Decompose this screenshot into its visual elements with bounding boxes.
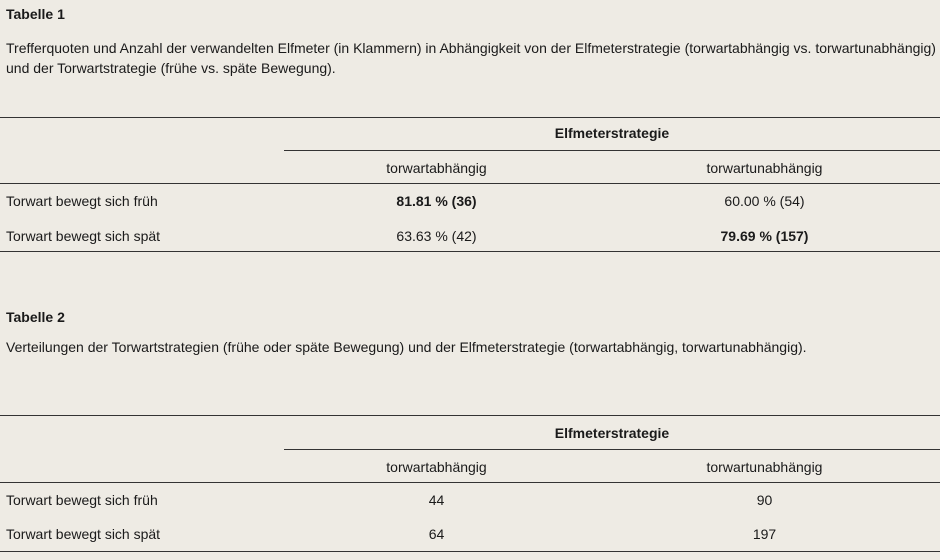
table2-title: Tabelle 2 bbox=[6, 309, 65, 325]
row-label: Torwart bewegt sich früh bbox=[6, 193, 158, 209]
table1-top-rule bbox=[0, 117, 940, 118]
table-cell: 60.00 % (54) bbox=[724, 193, 805, 209]
table2-header-rule bbox=[0, 482, 940, 483]
table-cell: 90 bbox=[756, 492, 773, 508]
table-cell: 79.69 % (157) bbox=[720, 228, 809, 244]
table2-bottom-rule bbox=[0, 551, 940, 552]
table2-col-header-2: torwartunabhängig bbox=[706, 459, 823, 475]
table2-group-header: Elfmeterstrategie bbox=[554, 425, 670, 441]
table2-col-header-1: torwartabhängig bbox=[386, 459, 487, 475]
table-cell: 197 bbox=[752, 526, 777, 542]
table1-caption: Trefferquoten und Anzahl der verwandelten Elfmeter (in Klammern) in Abhängigkeit von der Elfmeterstrategie (torwartabhängig vs. torwartunabhängig) und der Torwartstrategie (frühe vs. späte Bewegung). bbox=[6, 40, 936, 76]
row-label: Torwart bewegt sich früh bbox=[6, 492, 158, 508]
table1-bottom-rule bbox=[0, 251, 940, 252]
table1-col-header-2: torwartunabhängig bbox=[706, 160, 823, 176]
table-cell: 44 bbox=[428, 492, 445, 508]
table2-group-rule bbox=[284, 449, 940, 450]
table1-group-rule bbox=[284, 150, 940, 151]
table1-title: Tabelle 1 bbox=[6, 6, 65, 22]
table2-caption: Verteilungen der Torwartstrategien (frühe oder späte Bewegung) und der Elfmeterstrategie (torwartabhängig, torwartunabhängig). bbox=[6, 339, 807, 355]
row-label: Torwart bewegt sich spät bbox=[6, 228, 161, 244]
table-cell: 64 bbox=[428, 526, 445, 542]
table1-header-rule bbox=[0, 183, 940, 184]
row-label: Torwart bewegt sich spät bbox=[6, 526, 161, 542]
table-cell: 63.63 % (42) bbox=[396, 228, 477, 244]
table-cell: 81.81 % (36) bbox=[396, 193, 477, 209]
table1-col-header-1: torwartabhängig bbox=[386, 160, 487, 176]
table2-top-rule bbox=[0, 415, 940, 416]
table1-group-header: Elfmeterstrategie bbox=[554, 125, 670, 141]
